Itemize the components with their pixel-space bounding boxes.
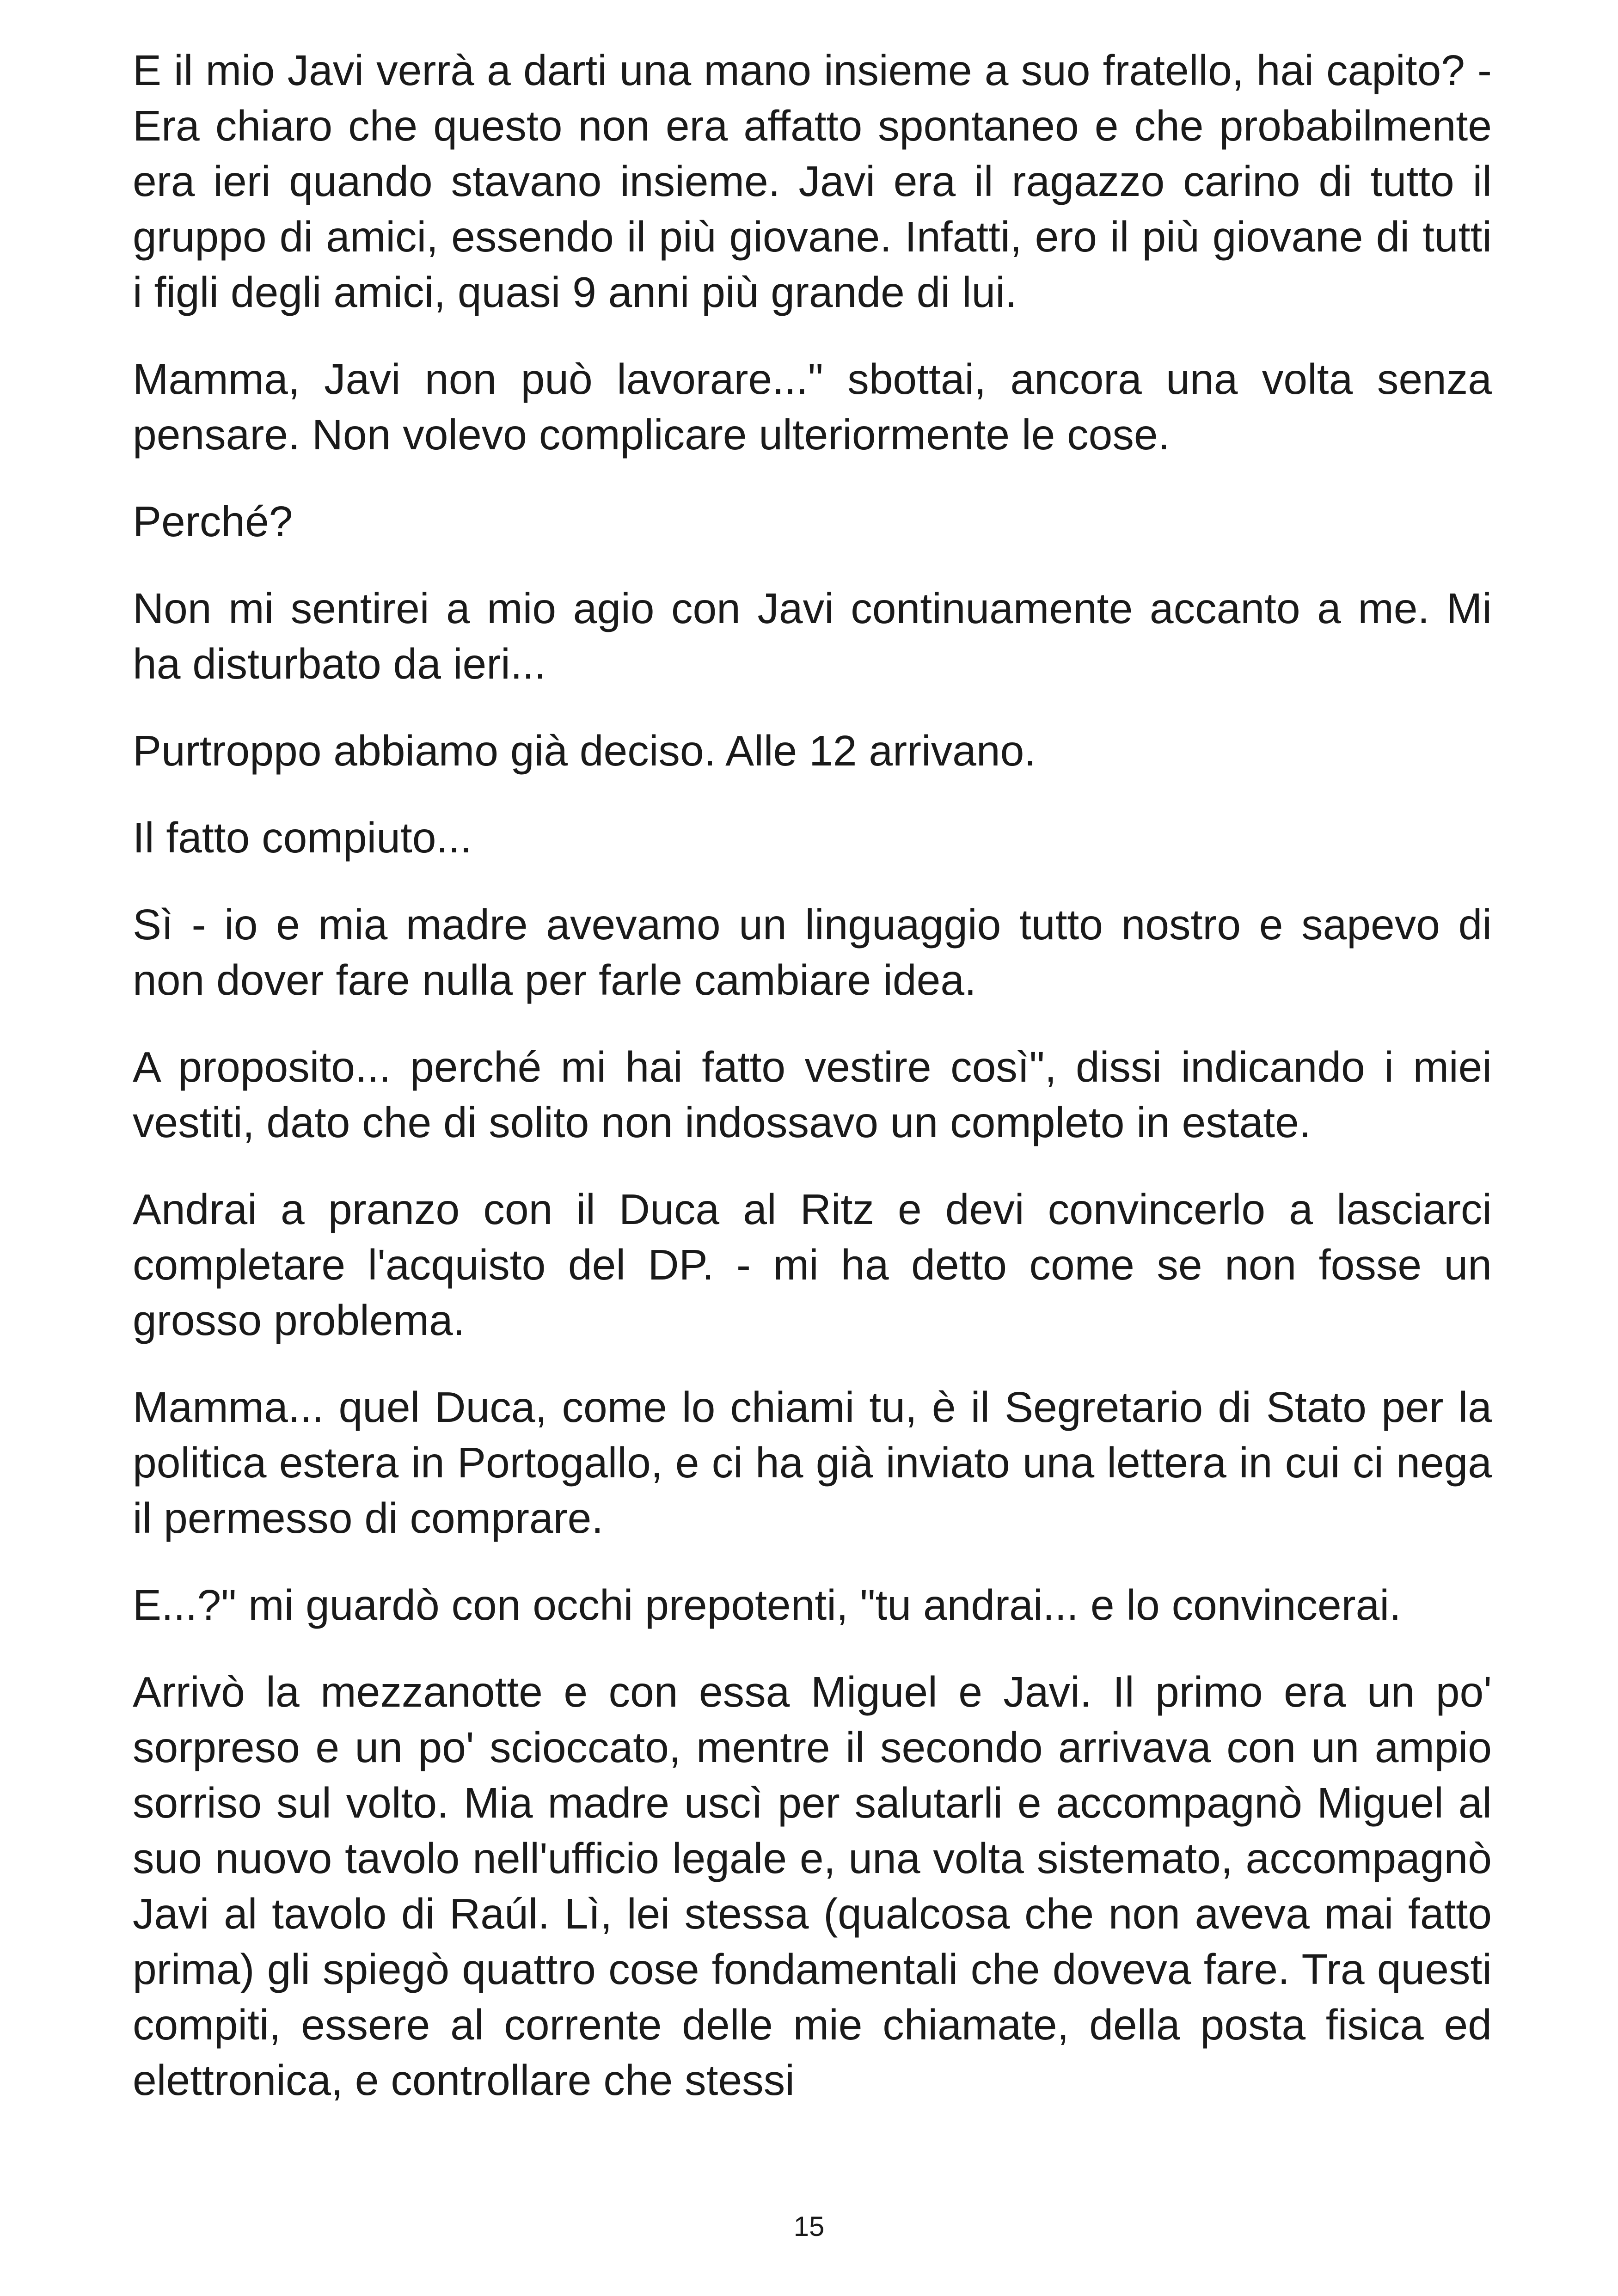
paragraph: Non mi sentirei a mio agio con Javi continuamente accanto a me. Mi ha disturbato da ieri... — [133, 584, 1492, 688]
paragraph: A proposito... perché mi hai fatto vestire così", dissi indicando i miei vestiti, dato che di solito non indossavo un completo in estate. — [133, 1043, 1492, 1146]
paragraph: E...?" mi guardò con occhi prepotenti, "tu andrai... e lo convincerai. — [133, 1581, 1401, 1629]
paragraph: Il fatto compiuto... — [133, 814, 472, 862]
page-number: 15 — [793, 2211, 825, 2242]
paragraph: E il mio Javi verrà a darti una mano insieme a suo fratello, hai capito? - Era chiaro che questo non era affatto spontaneo e che probabilmente era ieri quando stavano insieme. Javi era il ragazzo carino di tutto il gruppo di amici, essendo il più giovane. Infatti, ero il più giovane di tutti i figli degli amici, quasi 9 anni più grande di lui. — [133, 46, 1492, 316]
paragraph: Mamma, Javi non può lavorare..." sbottai, ancora una volta senza pensare. Non volevo complicare ulteriormente le cose. — [133, 355, 1492, 459]
paragraph: Mamma... quel Duca, come lo chiami tu, è il Segretario di Stato per la politica estera in Portogallo, e ci ha già inviato una lettera in cui ci nega il permesso di comprare. — [133, 1383, 1492, 1542]
paragraph: Perché? — [133, 497, 293, 545]
paragraph: Purtroppo abbiamo già deciso. Alle 12 arrivano. — [133, 727, 1036, 775]
paragraph: Sì - io e mia madre avevamo un linguaggio tutto nostro e sapevo di non dover fare nulla per farle cambiare idea. — [133, 900, 1492, 1004]
paragraph: Andrai a pranzo con il Duca al Ritz e devi convincerlo a lasciarci completare l'acquisto del DP. - mi ha detto come se non fosse un grosso problema. — [133, 1185, 1492, 1344]
body-text — [133, 43, 1492, 2139]
paragraph: Arrivò la mezzanotte e con essa Miguel e Javi. Il primo era un po' sorpreso e un po' scioccato, mentre il secondo arrivava con un ampio sorriso sul volto. Mia madre uscì per salutarli e accompagnò Miguel al suo nuovo tavolo nell'ufficio legale e, una volta sistemato, accompagnò Javi al tavolo di Raúl. Lì, lei stessa (qualcosa che non aveva mai fatto prima) gli spiegò quattro cose fondamentali che doveva fare. Tra questi compiti, essere al corrente delle mie chiamate, della posta fisica ed elettronica, e controllare che stessi — [133, 1668, 1492, 2104]
